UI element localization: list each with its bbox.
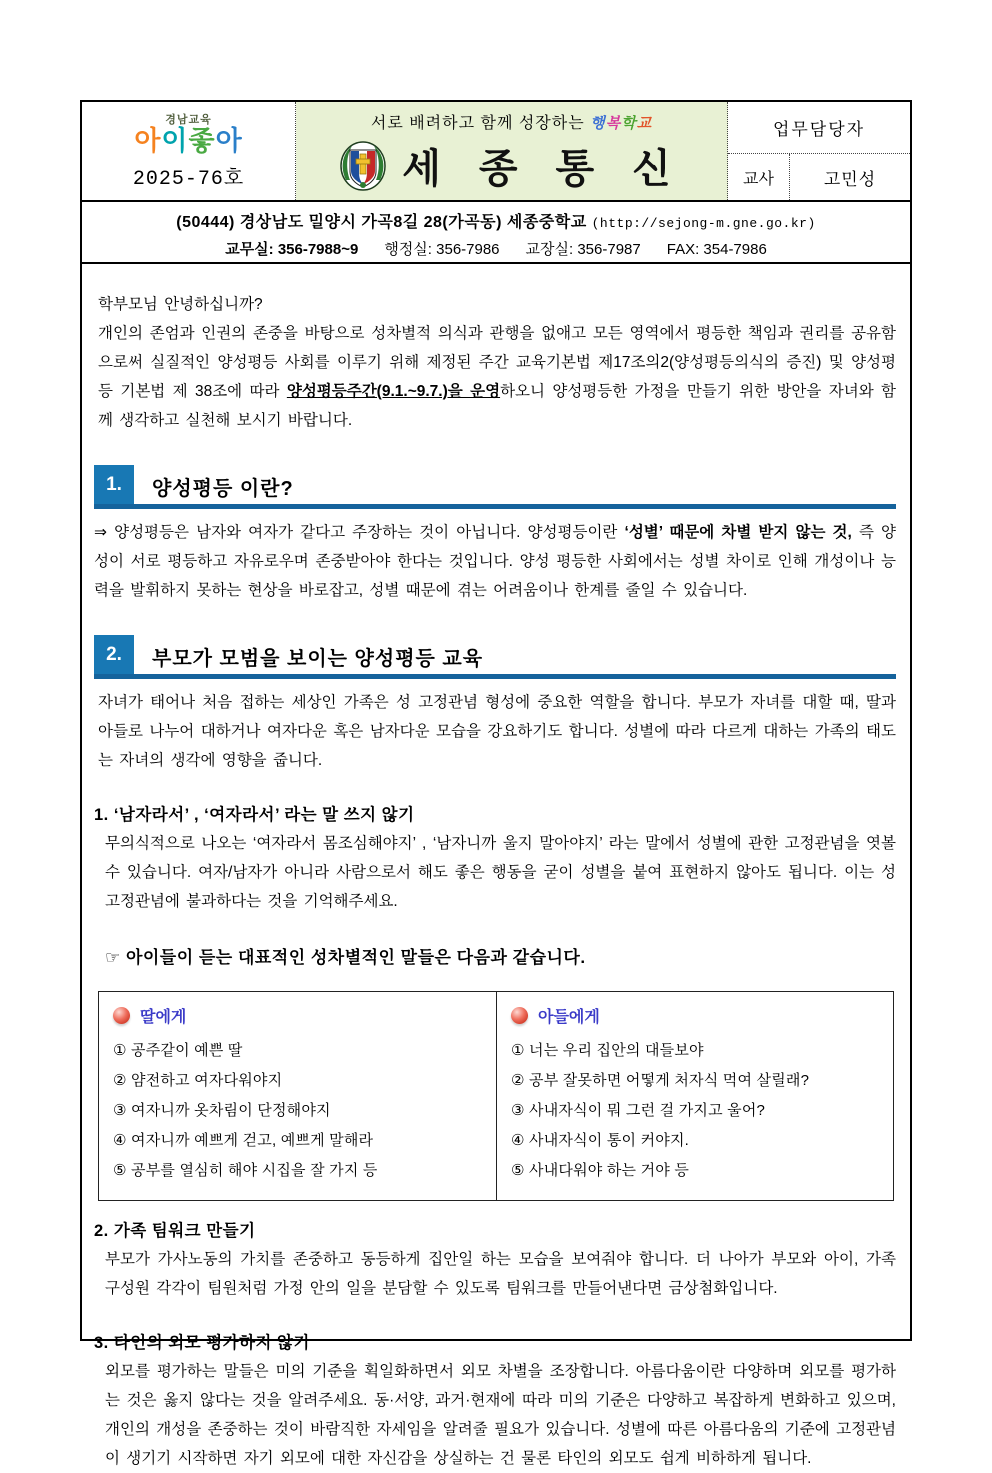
subsection2-title: 2. 가족 팀워크 만들기	[94, 1222, 256, 1240]
logo-region-label: 경남교육	[165, 113, 212, 126]
section2-heading	[94, 635, 896, 679]
document-body	[82, 264, 910, 1473]
slogan-char: 행	[590, 115, 606, 132]
subsection3-body: 외모를 평가하는 말들은 미의 기준을 획일화하면서 외모 차별을 조장합니다. 아름다움이란 다양하며 외모를 평가하는 것은 옳지 않다는 것을 알려주세요. 동·서양, 과거·현재에 따라 미의 기준은 다양하고 복잡하게 변화하고 있으며, 개인의 개성을 존중하는 것이 바람직한 자세임을 알려줄 필요가 있습니다. 성별에 따른 아름다움의 기준에 고정관념이 생기기 시작하면 자기 외모에 대한 자신감을 상실하는 건 물론 타인의 외모도 쉽게 비하하게 됩니다.	[105, 1363, 896, 1467]
office-phone: 교무실: 356-7988~9	[225, 241, 359, 258]
logo-char: 아	[134, 125, 162, 156]
slogan-char: 학	[621, 115, 637, 132]
list-item: ⑤ 공부를 열심히 해야 시집을 잘 가지 등	[113, 1162, 378, 1179]
issue-number: 2025-76호	[132, 168, 245, 192]
daughter-column	[99, 992, 496, 1200]
staff-table-row	[728, 154, 910, 200]
red-ball-icon	[511, 1007, 528, 1024]
greeting: 학부모님 안녕하십니까?	[98, 296, 263, 313]
slogan-highlight	[590, 115, 652, 132]
section1-body	[94, 518, 896, 605]
address-text: (50444) 경상남도 밀양시 가곡8길 28(가곡동) 세종중학교	[176, 214, 592, 231]
section1-text: 양성평등은 남자와 여자가 같다고 주장하는 것이 아닙니다. 양성평등이란	[107, 524, 625, 541]
sexist-sayings-callout: ☞ 아이들이 듣는 대표적인 성차별적인 말들은 다음과 같습니다.	[105, 948, 586, 967]
staff-table-header: 업무담당자	[728, 102, 910, 154]
slogan-char: 복	[605, 115, 622, 132]
list-item: ④ 사내자식이 통이 커야지.	[511, 1132, 690, 1149]
newsletter-document	[80, 100, 912, 1467]
fax-number: FAX: 354-7986	[666, 241, 767, 258]
list-item: ③ 사내자식이 뭐 그런 걸 가지고 울어?	[511, 1102, 766, 1119]
subsection1-title: 1. ‘남자라서’ , ‘여자라서’ 라는 말 쓰지 않기	[94, 806, 415, 824]
section2-body: 자녀가 태어나 처음 접하는 세상인 가족은 성 고정관념 형성에 중요한 역할을 합니다. 부모가 자녀를 대할 때, 딸과 아들로 나누어 대하거나 여자다운 혹은 남자다운 모습을 강요하기도 합니다. 성별에 따라 다르게 대하는 가족의 태도는 자녀의 생각에 영향을 줍니다.	[98, 694, 896, 769]
principal-phone: 교장실: 356-7987	[525, 241, 641, 258]
phone-line	[82, 238, 910, 259]
header-title-cell	[296, 102, 728, 200]
column-header-label: 아들에게	[538, 1009, 600, 1026]
school-emblem-icon	[338, 140, 388, 192]
list-item: ① 공주같이 예쁜 딸	[113, 1042, 243, 1059]
school-url: (http://sejong-m.gne.go.kr)	[591, 216, 816, 231]
header-logo-cell	[82, 102, 296, 200]
column-header-label: 딸에게	[140, 1009, 187, 1026]
admin-phone: 행정실: 356-7986	[384, 241, 500, 258]
list-item: ② 공부 잘못하면 어떻게 처자식 먹여 살릴래?	[511, 1072, 810, 1089]
son-column-header	[511, 1004, 879, 1027]
intro-paragraph	[94, 319, 896, 435]
intro-text: 하오니 양성평등한 가정을 만들기 위한 방안을 자녀와 함께 생각하고 실천해 보시기 바랍니다.	[98, 383, 897, 429]
subsection1-body: 무의식적으로 나오는 ‘여자라서 몸조심해야지’ , ‘남자니까 울지 말아야지’ 라는 말에서 성별에 관한 고정관념을 엿볼 수 있습니다. 여자/남자가 아니라 사람으로서 해도 좋은 행동을 굳이 성별을 붙여 표현하지 않아도 됩니다. 이는 성 고정관념에 불과하다는 것을 기억해주세요.	[105, 835, 896, 910]
list-item: ③ 여자니까 옷차림이 단정해야지	[113, 1102, 331, 1119]
logo-char: 아	[215, 125, 243, 156]
staff-name: 고민성	[823, 169, 877, 189]
newsletter-title: 세 종 통 신	[402, 146, 685, 191]
list-item: ② 얌전하고 여자다워야지	[113, 1072, 283, 1089]
subsection2-body: 부모가 가사노동의 가치를 존중하고 동등하게 집안일 하는 모습을 보여줘야 합니다. 더 나아가 부모와 아이, 가족 구성원 각각이 팀원처럼 가정 안의 일을 분담할 수 있도록 팀워크를 만들어낸다면 금상첨화입니다.	[105, 1251, 896, 1297]
list-item: ④ 여자니까 예쁘게 걷고, 예쁘게 말해라	[113, 1132, 374, 1149]
section1-number-badge: 1.	[94, 465, 134, 504]
list-item: ① 너는 우리 집안의 대들보야	[511, 1042, 704, 1059]
header	[82, 102, 910, 202]
logo-char: 좋	[188, 125, 216, 156]
gender-equality-week-highlight: 양성평등주간(9.1.~9.7.)을 운영	[286, 383, 501, 400]
staff-role: 교사	[728, 154, 790, 200]
title-row	[296, 137, 727, 194]
school-address-block	[82, 202, 910, 264]
slogan	[296, 110, 727, 133]
subsection3-title: 3. 타인의 외모 평가하지 않기	[94, 1334, 310, 1352]
logo-char: 이	[161, 125, 189, 156]
son-column	[496, 992, 893, 1200]
staff-table	[728, 102, 910, 200]
arrow-icon: ⇒	[94, 524, 107, 541]
intro-text: 개인의 존엄과 인권의 존중을 바탕으로 성차별적 의식과 관행을 없애고 모든 영역에서 평등한 책임과 권리를 공유함으로써 실질적인 양성평등 사회를 이루기 위해 제정된 주간 교육기본법 제17조의2(양성평등의식의 증진) 및 양성평등 기본법 제 38조에 따라	[98, 325, 896, 400]
section1-bold-text: ‘성별’ 때문에 차별 받지 않는 것,	[624, 524, 852, 541]
slogan-char: 교	[636, 115, 653, 132]
section2-number-badge: 2.	[94, 635, 134, 674]
address-line	[82, 209, 910, 232]
section1-title: 양성평등 이란?	[152, 478, 294, 500]
section1-text: 즉 양성이 서로 평등하고 자유로우며 존중받아야 한다는 것입니다. 양성 평등한 사회에서는 성별 차이로 인해 개성이나 능력을 발휘하지 못하는 현상을 바로잡고, 성별 때문에 겪는 어려움이나 한계를 줄일 수 있습니다.	[94, 524, 896, 599]
section1-heading	[94, 465, 896, 509]
daughter-column-header	[113, 1004, 482, 1027]
red-ball-icon	[113, 1007, 130, 1024]
list-item: ⑤ 사내다워야 하는 거야 등	[511, 1162, 690, 1179]
section2-title: 부모가 모범을 보이는 양성평등 교육	[152, 648, 484, 670]
slogan-text: 서로 배려하고 함께 성장하는	[370, 115, 591, 132]
sexist-sayings-table	[98, 991, 894, 1201]
aijoa-logo	[134, 127, 242, 155]
